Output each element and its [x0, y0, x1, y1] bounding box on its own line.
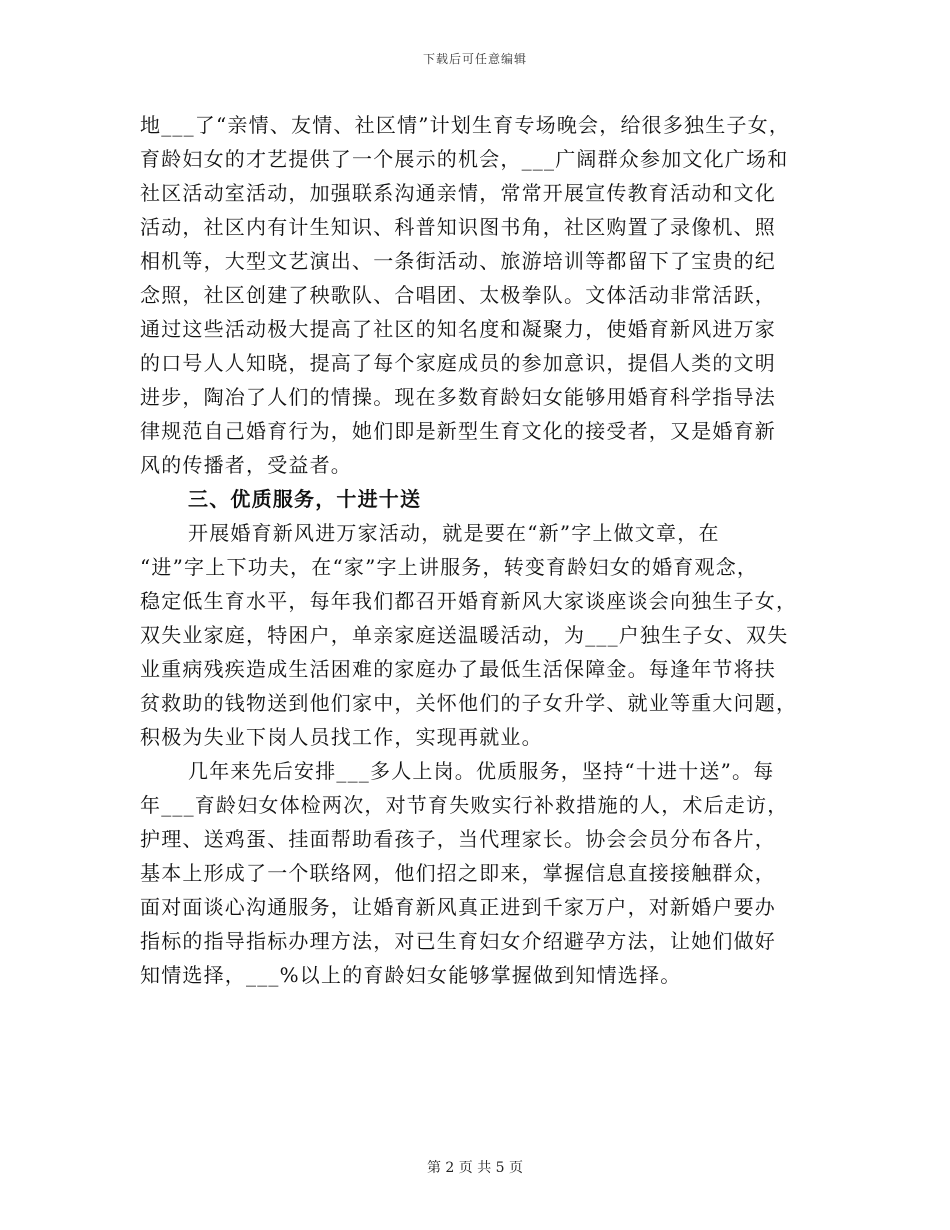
paragraph-line: 业重病残疾造成生活困难的家庭办了最低生活保障金。每逢年节将扶 — [140, 657, 776, 681]
paragraph-line: 年___育龄妇女体检两次，对节育失败实行补救措施的人，术后走访， — [140, 793, 789, 817]
document-body — [140, 108, 820, 992]
section-heading: 三、优质服务，十进十送 — [188, 487, 422, 511]
paragraph-line: 念照，社区创建了秧歌队、合唱团、太极拳队。文体活动非常活跃， — [140, 283, 776, 307]
paragraph-line: 的口号人人知晓，提高了每个家庭成员的参加意识，提倡人类的文明 — [140, 351, 776, 375]
page-header: 下载后可任意编辑 — [422, 52, 527, 66]
paragraph-line: 积极为失业下岗人员找工作，实现再就业。 — [140, 725, 543, 749]
paragraph-line: 贫救助的钱物送到他们家中，关怀他们的子女升学、就业等重大问题， — [140, 691, 798, 715]
paragraph-line: 社区活动室活动，加强联系沟通亲情，常常开展宣传教育活动和文化 — [140, 181, 776, 205]
paragraph-line: 通过这些活动极大提高了社区的知名度和凝聚力，使婚育新风进万家 — [140, 317, 776, 341]
paragraph-line: 相机等，大型文艺演出、一条街活动、旅游培训等都留下了宝贵的纪 — [140, 249, 776, 273]
paragraph-line: 双失业家庭，特困户，单亲家庭送温暖活动，为___户独生子女、双失 — [140, 623, 789, 647]
paragraph-line: 律规范自己婚育行为，她们即是新型生育文化的接受者，又是婚育新 — [140, 419, 776, 443]
paragraph-line: 地___了“亲情、友情、社区情”计划生育专场晚会，给很多独生子女， — [140, 113, 791, 137]
paragraph-line: 育龄妇女的才艺提供了一个展示的机会，___广阔群众参加文化广场和 — [140, 147, 789, 171]
paragraph-line: 风的传播者，受益者。 — [140, 453, 352, 477]
paragraph-line: 基本上形成了一个联络网，他们招之即来，掌握信息直接接触群众， — [140, 861, 776, 885]
paragraph-line: 活动，社区内有计生知识、科普知识图书角，社区购置了录像机、照 — [140, 215, 776, 239]
paragraph-line: 几年来先后安排___多人上岗。优质服务，坚持“十进十送”。每 — [188, 759, 775, 783]
paragraph-line: “进”字上下功夫，在“家”字上讲服务，转变育龄妇女的婚育观念， — [140, 555, 759, 579]
paragraph-line: 知情选择，___%以上的育龄妇女能够掌握做到知情选择。 — [140, 963, 682, 987]
page-footer: 第 2 页 共 5 页 — [426, 1160, 524, 1176]
paragraph-line: 稳定低生育水平，每年我们都召开婚育新风大家谈座谈会向独生子女， — [140, 589, 798, 613]
paragraph-line: 护理、送鸡蛋、挂面帮助看孩子，当代理家长。协会会员分布各片， — [140, 827, 776, 851]
paragraph-line: 指标的指导指标办理方法，对已生育妇女介绍避孕方法，让她们做好 — [140, 929, 776, 953]
paragraph-line: 面对面谈心沟通服务，让婚育新风真正进到千家万户，对新婚户要办 — [140, 895, 776, 919]
paragraph-line: 开展婚育新风进万家活动，就是要在“新”字上做文章，在 — [188, 521, 720, 545]
paragraph-line: 进步，陶冶了人们的情操。现在多数育龄妇女能够用婚育科学指导法 — [140, 385, 776, 409]
